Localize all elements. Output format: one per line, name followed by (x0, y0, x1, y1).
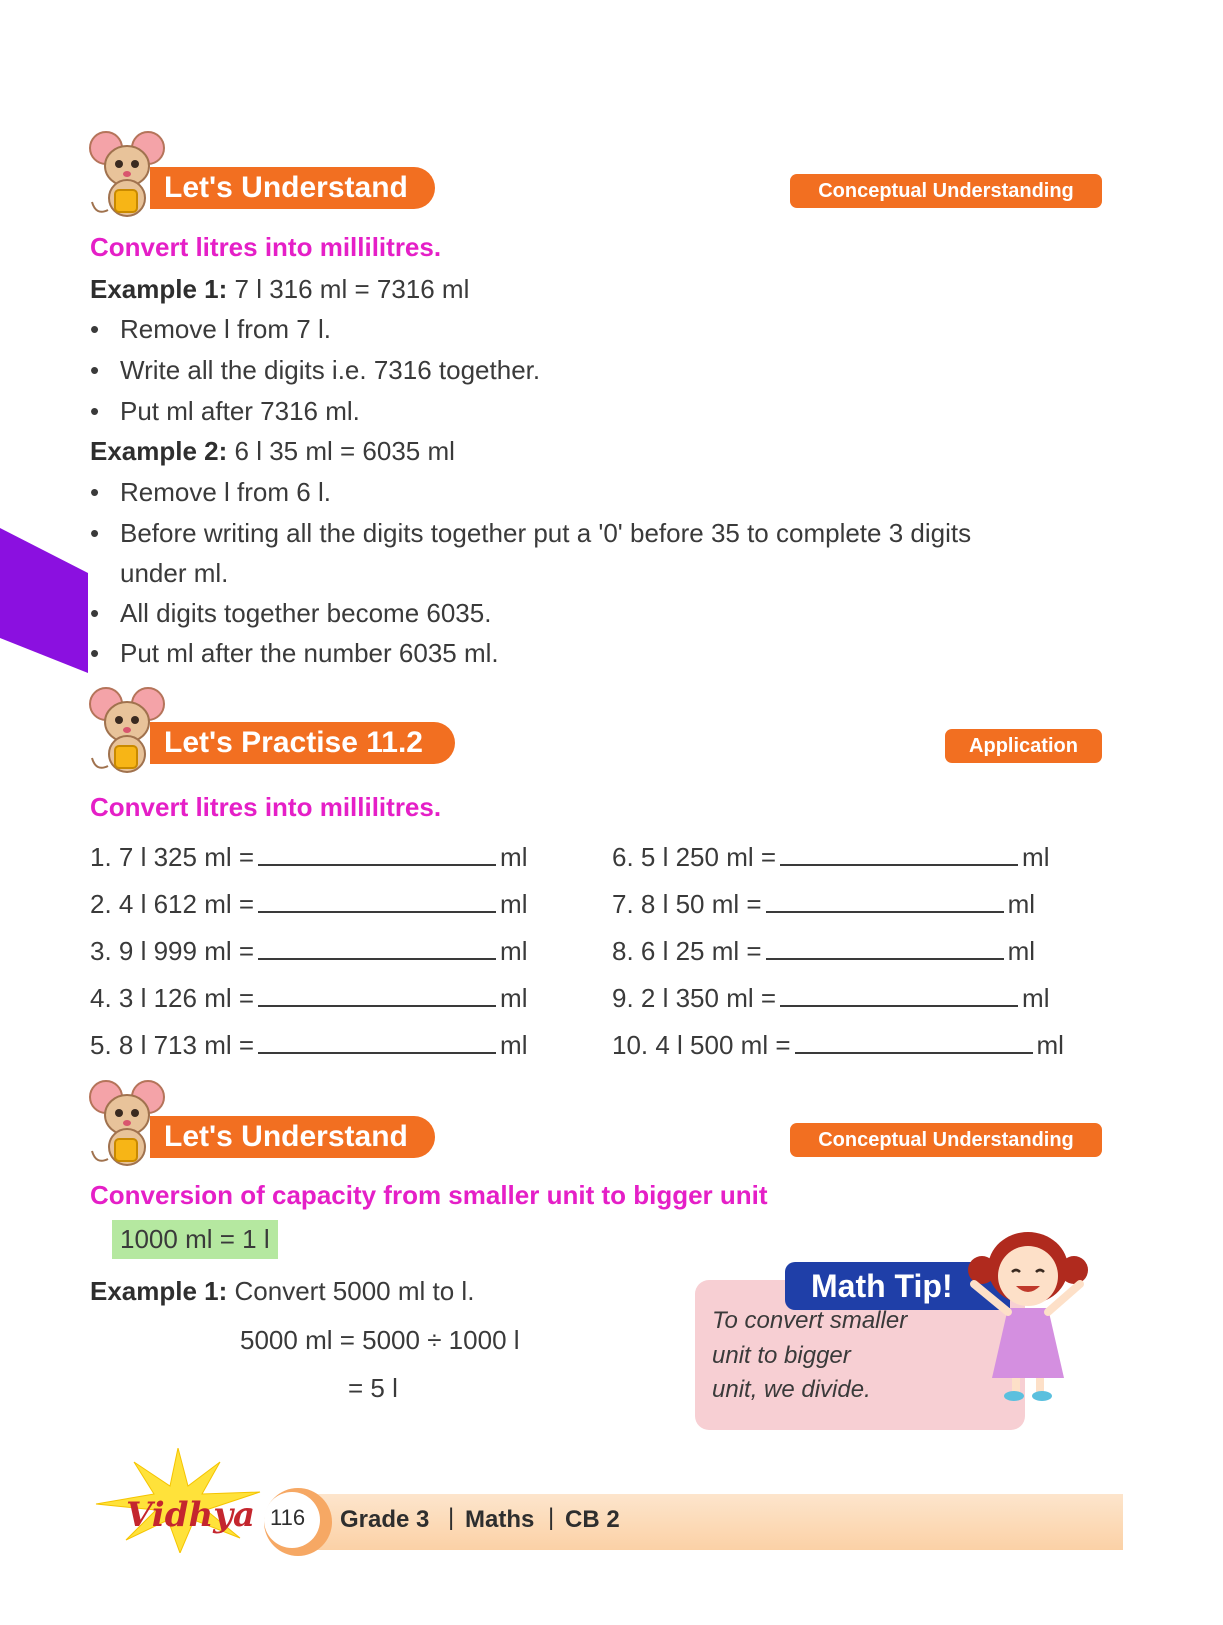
girl-character-icon (960, 1228, 1095, 1403)
question-6: 6. 5 l 250 ml = ml (612, 842, 1050, 872)
bullet-icon: • (90, 638, 100, 668)
unit-label: ml (1036, 1030, 1064, 1060)
banner-label: Let's Understand (164, 171, 408, 204)
example-line (90, 436, 455, 467)
tag-application (945, 729, 1102, 763)
question-8: 8. 6 l 25 ml = ml (612, 936, 1036, 966)
example-label: Example 2: (90, 436, 228, 466)
unit-label: ml (1007, 936, 1036, 966)
calculation-line: 5000 ml = 5000 ÷ 1000 l (240, 1325, 520, 1355)
question-5: 5. 8 l 713 ml = ml (90, 1030, 528, 1060)
question-7: 7. 8 l 50 ml = ml (612, 889, 1036, 919)
bullet-icon: • (90, 518, 100, 548)
bullet-icon: • (90, 314, 100, 344)
answer-blank[interactable] (780, 981, 1018, 1007)
example-line (90, 1276, 474, 1307)
calculation-result: = 5 l (348, 1373, 398, 1403)
answer-blank[interactable] (766, 887, 1004, 913)
section-banner-lets-practise (150, 722, 455, 764)
tag-label: Conceptual Understanding (818, 1129, 1074, 1151)
answer-blank[interactable] (780, 840, 1018, 866)
answer-blank[interactable] (258, 934, 496, 960)
answer-blank[interactable] (258, 840, 496, 866)
logo-text: Vidhya (126, 1495, 255, 1535)
footer-divider: | (448, 1504, 455, 1531)
unit-label: ml (500, 889, 528, 919)
example-label: Example 1: (90, 274, 228, 304)
question-9: 9. 2 l 350 ml = ml (612, 983, 1050, 1013)
answer-blank[interactable] (258, 887, 496, 913)
banner-label: Let's Understand (164, 1120, 408, 1153)
example-label: Example 1: (90, 1276, 228, 1306)
section-banner-lets-understand (150, 1116, 435, 1158)
page-number: 116 (270, 1505, 306, 1530)
tag-conceptual-understanding (790, 1123, 1102, 1157)
footer-grade: Grade 3 (340, 1506, 430, 1533)
bullet-icon: • (90, 598, 100, 628)
bullet-icon: • (90, 355, 100, 385)
question-10: 10. 4 l 500 ml = ml (612, 1030, 1064, 1060)
bullet-icon: • (90, 477, 100, 507)
answer-blank[interactable] (258, 1028, 496, 1054)
example-text: Convert 5000 ml to l. (227, 1276, 475, 1306)
answer-blank[interactable] (258, 981, 496, 1007)
unit-label: ml (500, 936, 528, 966)
tip-line: unit, we divide. (712, 1376, 871, 1403)
footer-divider: | (548, 1504, 555, 1531)
tip-line: unit to bigger (712, 1342, 851, 1369)
unit-label: ml (1007, 889, 1036, 919)
tag-label: Application (969, 735, 1078, 757)
section-heading: Convert litres into millilitres. (90, 792, 442, 822)
conversion-fact: 1000 ml = 1 l (112, 1220, 278, 1259)
example-line (90, 274, 469, 305)
question-2: 2. 4 l 612 ml = ml (90, 889, 528, 919)
unit-label: ml (500, 983, 528, 1013)
tag-label: Conceptual Understanding (818, 180, 1074, 202)
question-4: 4. 3 l 126 ml = ml (90, 983, 528, 1013)
tag-conceptual-understanding (790, 174, 1102, 208)
section-heading: Conversion of capacity from smaller unit to bigger unit (90, 1180, 768, 1210)
math-tip-title: Math Tip! (785, 1262, 1010, 1310)
unit-label: ml (500, 842, 528, 872)
banner-label: Let's Practise 11.2 (164, 726, 423, 759)
question-3: 3. 9 l 999 ml = ml (90, 936, 528, 966)
vidhya-logo-icon (90, 1448, 265, 1553)
unit-label: ml (1022, 842, 1050, 872)
footer-subject: Maths (465, 1506, 535, 1533)
example-text: 6 l 35 ml = 6035 ml (227, 436, 455, 466)
answer-blank[interactable] (766, 934, 1004, 960)
footer-book: CB 2 (565, 1506, 620, 1533)
unit-label: ml (500, 1030, 528, 1060)
answer-blank[interactable] (795, 1028, 1033, 1054)
section-heading: Convert litres into millilitres. (90, 232, 442, 262)
bullet-icon: • (90, 396, 100, 426)
example-text: 7 l 316 ml = 7316 ml (227, 274, 470, 304)
section-banner-lets-understand (150, 167, 435, 209)
question-1: 1. 7 l 325 ml = ml (90, 842, 528, 872)
tip-line: To convert smaller (712, 1307, 908, 1334)
unit-label: ml (1022, 983, 1050, 1013)
side-tab-decoration (0, 528, 90, 673)
